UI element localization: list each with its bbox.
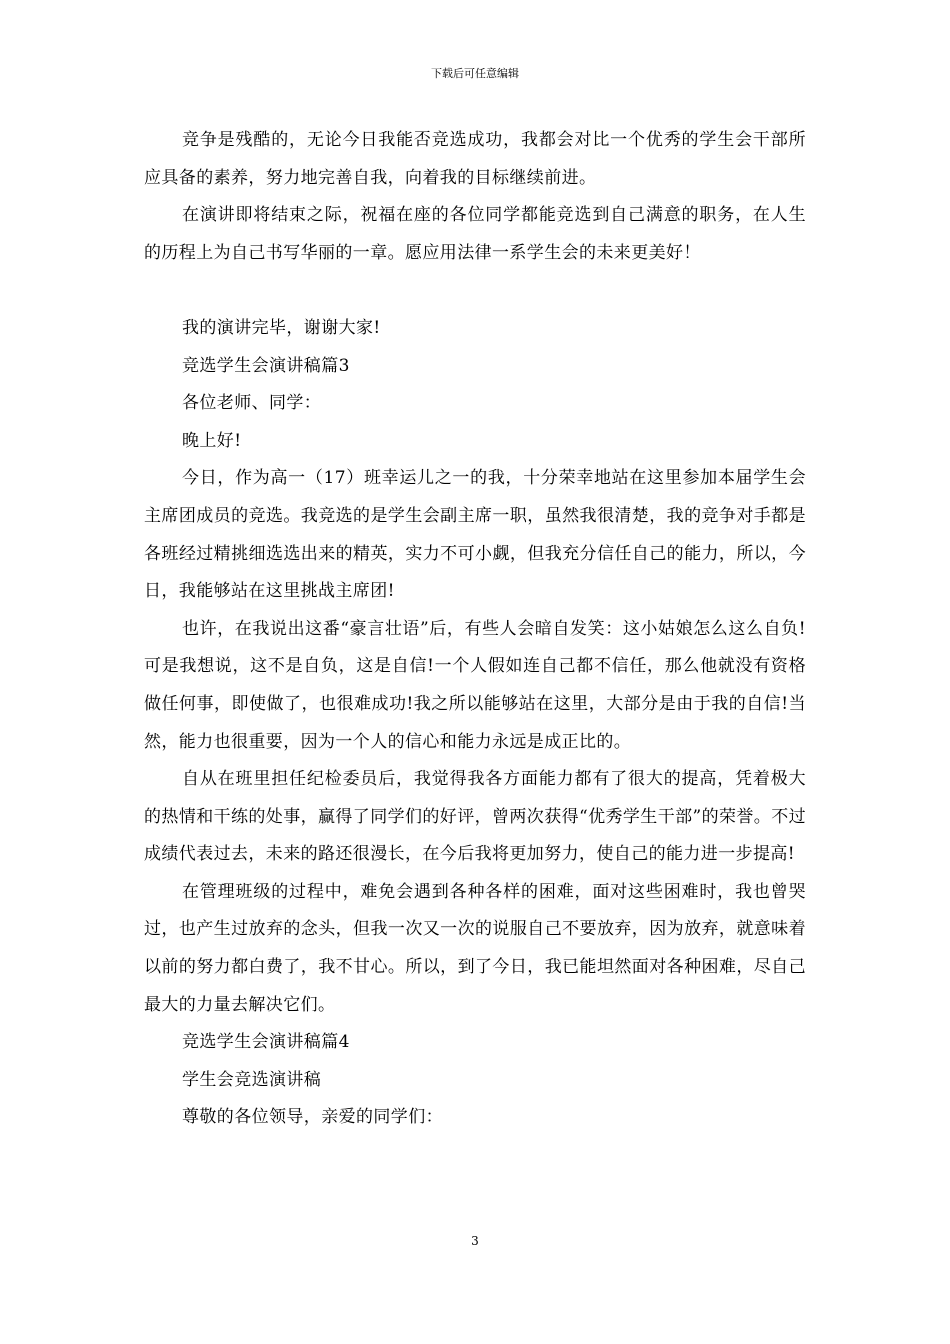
section-heading: 竞选学生会演讲稿篇4 [182, 1032, 350, 1053]
document-body [144, 122, 806, 1137]
greeting: 晚上好! [182, 430, 242, 451]
blank-line [144, 272, 806, 310]
paragraph: 我的演讲完毕，谢谢大家! [182, 317, 381, 338]
paragraph: 自从在班里担任纪检委员后，我觉得我各方面能力都有了很大的提高，凭着极大的热情和干练的处事，赢得了同学们的好评，曾两次获得“优秀学生干部”的荣誉。不过成绩代表过去，未来的路还很漫长，在今后我将更加努力，使自己的能力进一步提高! [144, 769, 806, 865]
salutation: 各位老师、同学： [182, 393, 322, 414]
paragraph: 在管理班级的过程中，难免会遇到各种各样的困难，面对这些困难时，我也曾哭过，也产生过放弃的念头，但我一次又一次的说服自己不要放弃，因为放弃，就意味着以前的努力都白费了，我不甘心。所以，到了今日，我已能坦然面对各种困难，尽自己最大的力量去解决它们。 [144, 881, 806, 1015]
paragraph: 在演讲即将结束之际，祝福在座的各位同学都能竞选到自己满意的职务，在人生的历程上为自己书写华丽的一章。愿应用法律一系学生会的未来更美好！ [144, 205, 806, 263]
paragraph: 也许，在我说出这番“豪言壮语”后，有些人会暗自发笑：这小姑娘怎么这么自负!可是我想说，这不是自负，这是自信!一个人假如连自己都不信任，那么他就没有资格做任何事，即使做了，也很难成功!我之所以能够站在这里，大部分是由于我的自信!当然，能力也很重要，因为一个人的信心和能力永远是成正比的。 [144, 618, 806, 752]
page-number: 3 [471, 1234, 479, 1248]
paragraph: 竞争是残酷的，无论今日我能否竞选成功，我都会对比一个优秀的学生会干部所应具备的素养，努力地完善自我，向着我的目标继续前进。 [144, 130, 806, 188]
speech-title: 学生会竞选演讲稿 [182, 1069, 322, 1090]
section-heading: 竞选学生会演讲稿篇3 [182, 355, 350, 376]
page-header: 下载后可任意编辑 [431, 67, 519, 80]
paragraph: 今日，作为高一（17）班幸运儿之一的我，十分荣幸地站在这里参加本届学生会主席团成员的竞选。我竞选的是学生会副主席一职，虽然我很清楚，我的竞争对手都是各班经过精挑细选选出来的精英，实力不可小觑，但我充分信任自己的能力，所以，今日，我能够站在这里挑战主席团! [144, 468, 806, 602]
salutation: 尊敬的各位领导，亲爱的同学们： [182, 1107, 443, 1128]
